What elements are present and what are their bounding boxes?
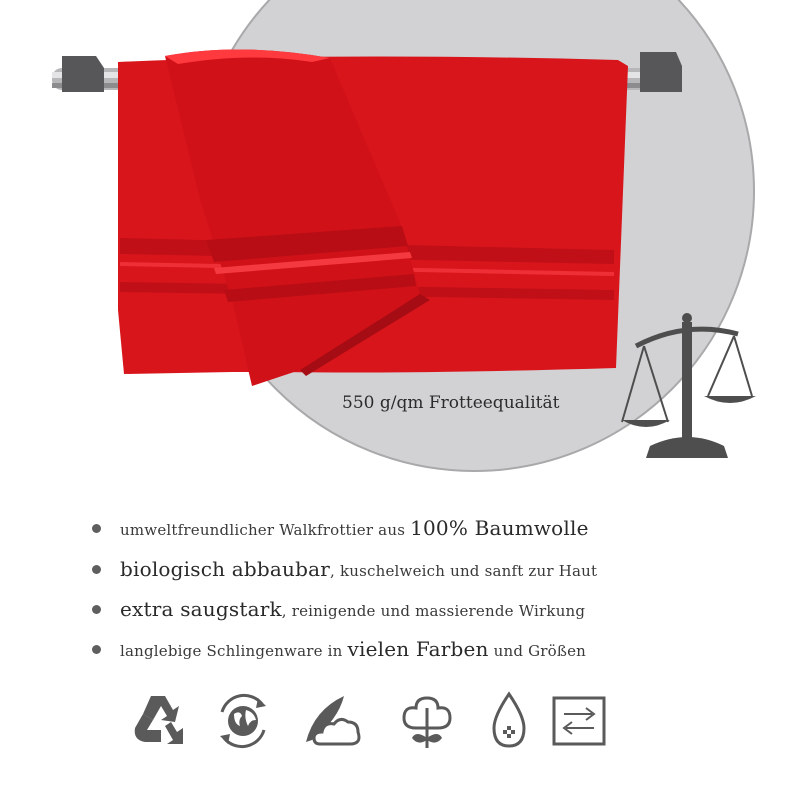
feature-item: [92, 554, 597, 584]
feature-item: [92, 513, 589, 543]
bullet-icon: [92, 645, 101, 654]
quality-label: 550 g/qm Frotteequalität: [342, 393, 560, 413]
exchange-arrows-icon: [550, 690, 612, 752]
feature-item: [92, 594, 585, 624]
feature-text: extra saugstark, reinigende und massierende Wirkung: [120, 597, 586, 621]
recycle-icon: [127, 690, 189, 752]
cotton-flower-icon: [396, 690, 458, 752]
feature-text: langlebige Schlingenware in vielen Farben und Größen: [120, 637, 587, 661]
feather-cloud-icon: [300, 690, 362, 752]
globe-cycle-icon: [212, 690, 274, 752]
bullet-icon: [92, 565, 101, 574]
water-drop-plus-icon: [478, 690, 540, 752]
feature-text: biologisch abbaubar, kuschelweich und sanft zur Haut: [120, 557, 598, 581]
bullet-icon: [92, 524, 101, 533]
towel: [118, 49, 628, 386]
feature-item: [92, 634, 586, 664]
bullet-icon: [92, 605, 101, 614]
scale-icon: [622, 313, 756, 458]
feature-text: umweltfreundlicher Walkfrottier aus 100% Baumwolle: [120, 516, 589, 540]
